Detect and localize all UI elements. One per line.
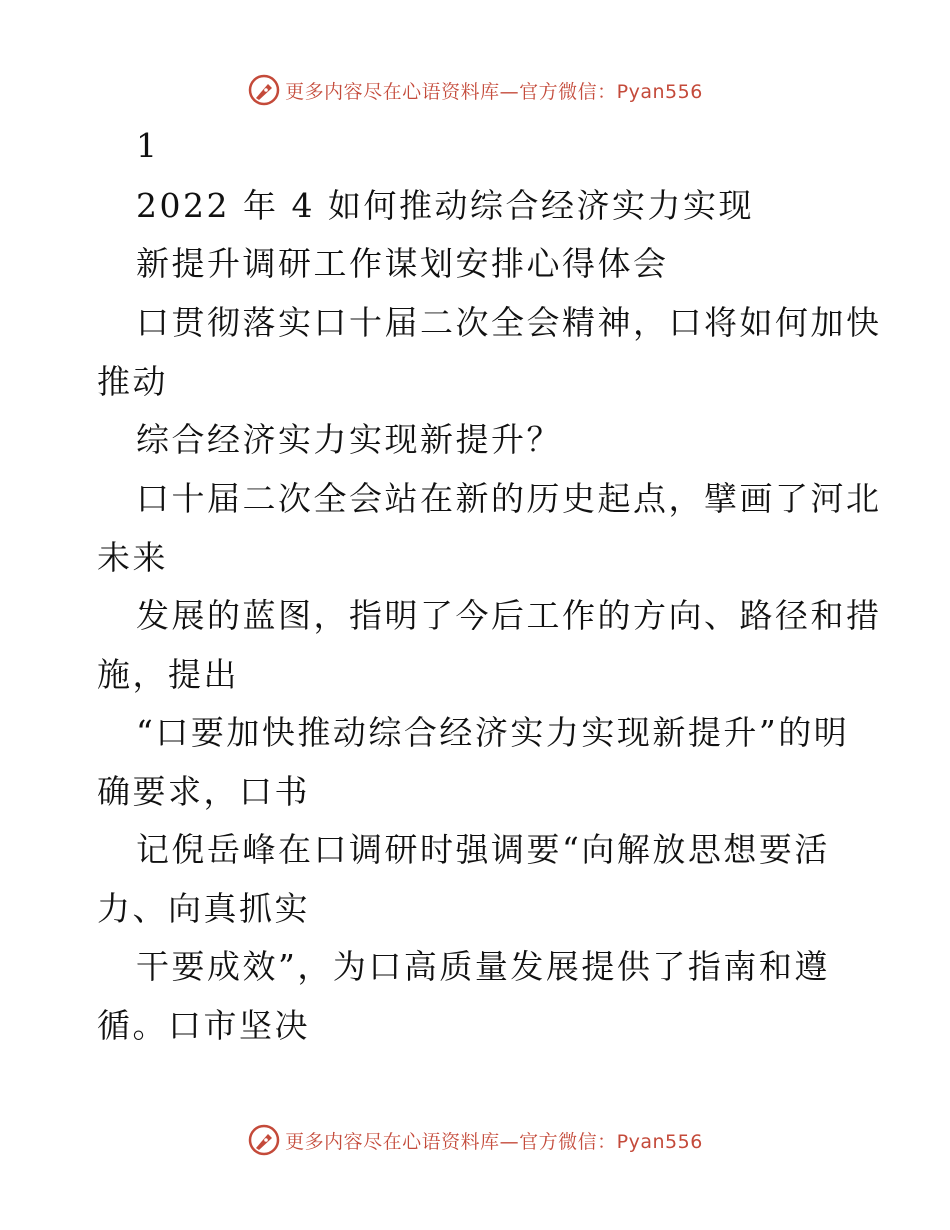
footer-banner <box>0 1120 950 1160</box>
text-line: 推动 <box>97 362 168 401</box>
title-line-2: 新提升调研工作谋划安排心得体会 <box>136 244 669 283</box>
text-line: 干要成效”，为口高质量发展提供了指南和遵 <box>136 947 830 986</box>
page-number: 1 <box>136 126 160 165</box>
header-banner <box>0 70 950 110</box>
text-line: 记倪岳峰在口调研时强调要“向解放思想要活 <box>136 830 830 869</box>
text-line: 未来 <box>97 538 168 577</box>
text-line: 施，提出 <box>97 655 239 694</box>
text-line: 发展的蓝图，指明了今后工作的方向、路径和措 <box>136 596 882 635</box>
text-line: “口要加快推动综合经济实力实现新提升”的明 <box>136 713 850 752</box>
text-line: 循。口市坚决 <box>97 1006 310 1045</box>
text-line: 口十届二次全会站在新的历史起点，擘画了河北 <box>136 479 882 518</box>
pen-nib-logo-icon <box>247 1123 281 1157</box>
title-line-1: 2022 年 4 如何推动综合经济实力实现 <box>136 186 754 225</box>
text-line: 确要求，口书 <box>97 772 310 811</box>
text-line: 口贯彻落实口十届二次全会精神，口将如何加快 <box>136 303 882 342</box>
banner-text: 更多内容尽在心语资料库—官方微信：Pyan556 <box>285 80 703 103</box>
banner-text: 更多内容尽在心语资料库—官方微信：Pyan556 <box>285 1130 703 1153</box>
text-line: 力、向真抓实 <box>97 889 310 928</box>
text-line: 综合经济实力实现新提升？ <box>136 420 562 459</box>
pen-nib-logo-icon <box>247 73 281 107</box>
